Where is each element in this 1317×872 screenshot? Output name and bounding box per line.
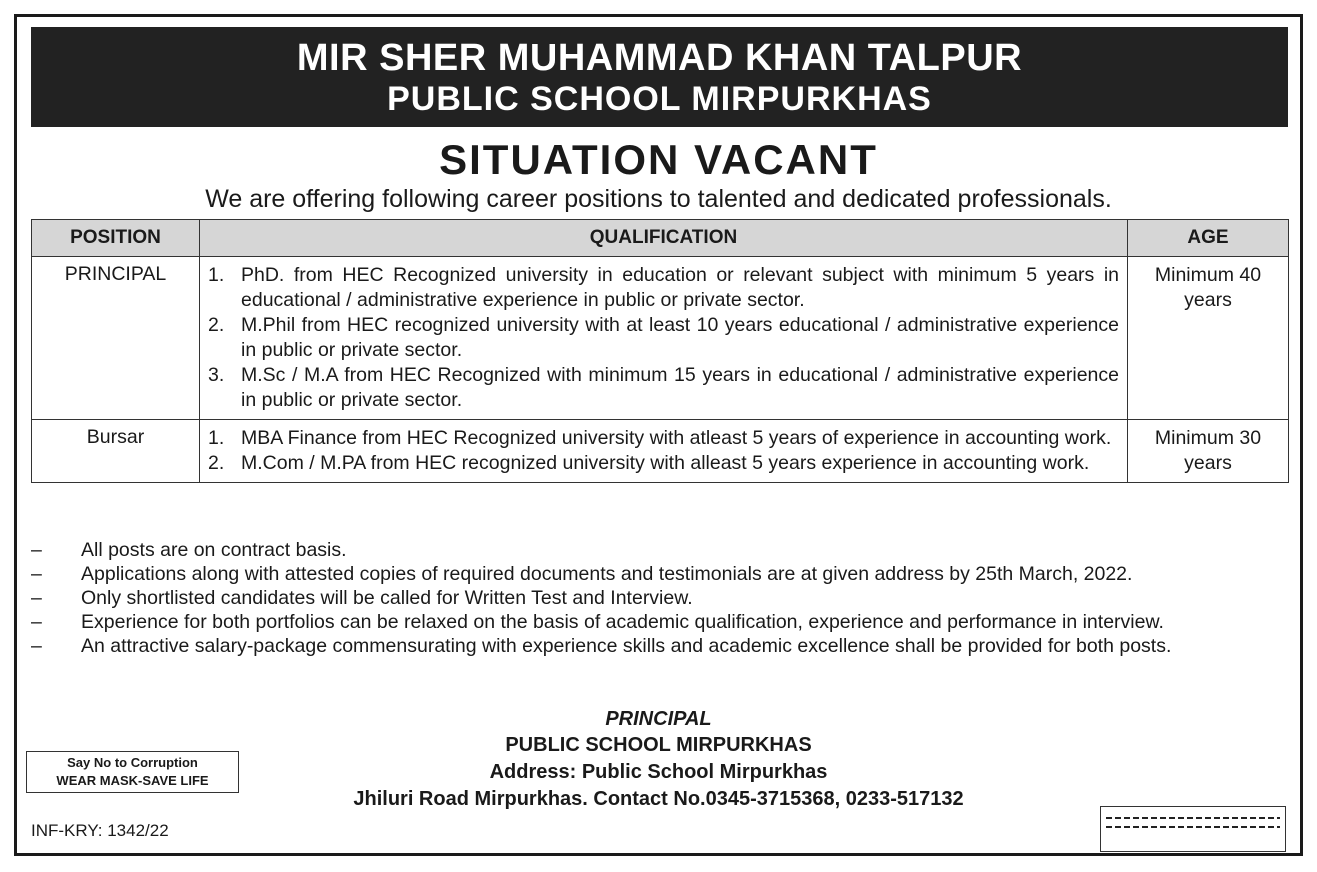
- bullet-dash: –: [31, 539, 42, 561]
- list-item: [31, 634, 1289, 658]
- qualification-text: M.Phil from HEC recognized university with at least 10 years educational / administrative experience in public or private sector.: [241, 314, 1119, 361]
- age-cell: Minimum 30 years: [1128, 420, 1289, 483]
- position-cell: Bursar: [32, 420, 200, 483]
- qualification-number: 2.: [208, 452, 225, 474]
- table-row-principal: [32, 257, 1289, 420]
- qualification-item: [208, 313, 1119, 363]
- school-name-line1: MIR SHER MUHAMMAD KHAN TALPUR: [296, 37, 1023, 79]
- age-cell: Minimum 40 years: [1128, 257, 1289, 420]
- bullet-dash: –: [31, 611, 42, 633]
- qualification-text: PhD. from HEC Recognized university in education or relevant subject with minimum 5 years in educational / administrative experience in public or private sector.: [241, 264, 1119, 311]
- qualification-cell: [200, 420, 1128, 483]
- terms-list: [31, 538, 1289, 658]
- urdu-text-line2: [1106, 826, 1280, 828]
- qualification-number: 2.: [208, 314, 225, 336]
- qualification-item: [208, 426, 1119, 451]
- qualification-item: [208, 451, 1119, 476]
- anti-corruption-box: [26, 751, 239, 793]
- anti-corruption-line2: WEAR MASK-SAVE LIFE: [56, 773, 209, 788]
- qualification-text: M.Sc / M.A from HEC Recognized with minimum 15 years in educational / administrative experience in public or private sector.: [241, 364, 1119, 411]
- column-header-qualification: QUALIFICATION: [200, 220, 1128, 257]
- signatory-address: Address: Public School Mirpurkhas: [489, 761, 828, 783]
- qualification-item: [208, 263, 1119, 313]
- qualification-cell: [200, 257, 1128, 420]
- inf-code: INF-KRY: 1342/22: [31, 821, 169, 840]
- table-row-bursar: [32, 420, 1289, 483]
- note-text: All posts are on contract basis.: [81, 539, 347, 561]
- signatory-title: PRINCIPAL: [605, 708, 712, 730]
- column-header-position: POSITION: [32, 220, 200, 257]
- bullet-dash: –: [31, 635, 42, 657]
- list-item: [31, 562, 1289, 586]
- position-cell: PRINCIPAL: [32, 257, 200, 420]
- qualification-text: M.Com / M.PA from HEC recognized university with alleast 5 years experience in accounting work.: [241, 452, 1090, 474]
- list-item: [31, 610, 1289, 634]
- note-text: Applications along with attested copies of required documents and testimonials are at given address by 25th March, 2022.: [81, 563, 1133, 585]
- urdu-mask-notice: [1100, 806, 1286, 852]
- school-name-line2: PUBLIC SCHOOL MIRPURKHAS: [387, 80, 932, 118]
- qualification-text: MBA Finance from HEC Recognized university with atleast 5 years of experience in accounting work.: [241, 427, 1112, 449]
- table-header-row: [32, 220, 1289, 257]
- list-item: [31, 538, 1289, 562]
- anti-corruption-line1: Say No to Corruption: [67, 755, 198, 770]
- bullet-dash: –: [31, 563, 42, 585]
- page-title: SITUATION VACANT: [439, 136, 878, 183]
- signatory-org: PUBLIC SCHOOL MIRPURKHAS: [505, 734, 812, 756]
- note-text: Experience for both portfolios can be relaxed on the basis of academic qualification, experience and performance in interview.: [81, 611, 1164, 633]
- note-text: Only shortlisted candidates will be called for Written Test and Interview.: [81, 587, 693, 609]
- qualification-number: 1.: [208, 264, 225, 286]
- column-header-age: AGE: [1128, 220, 1289, 257]
- signatory-contact: Jhiluri Road Mirpurkhas. Contact No.0345-3715368, 0233-517132: [353, 788, 964, 810]
- qualification-number: 1.: [208, 427, 225, 449]
- bullet-dash: –: [31, 587, 42, 609]
- qualification-item: [208, 363, 1119, 413]
- note-text: An attractive salary-package commensurating with experience skills and academic excellence shall be provided for both posts.: [81, 635, 1172, 657]
- list-item: [31, 586, 1289, 610]
- header-banner: [31, 27, 1288, 127]
- urdu-text-line1: [1106, 817, 1280, 819]
- positions-table: [31, 219, 1289, 483]
- qualification-number: 3.: [208, 364, 225, 386]
- intro-text: We are offering following career positions to talented and dedicated professionals.: [205, 185, 1112, 213]
